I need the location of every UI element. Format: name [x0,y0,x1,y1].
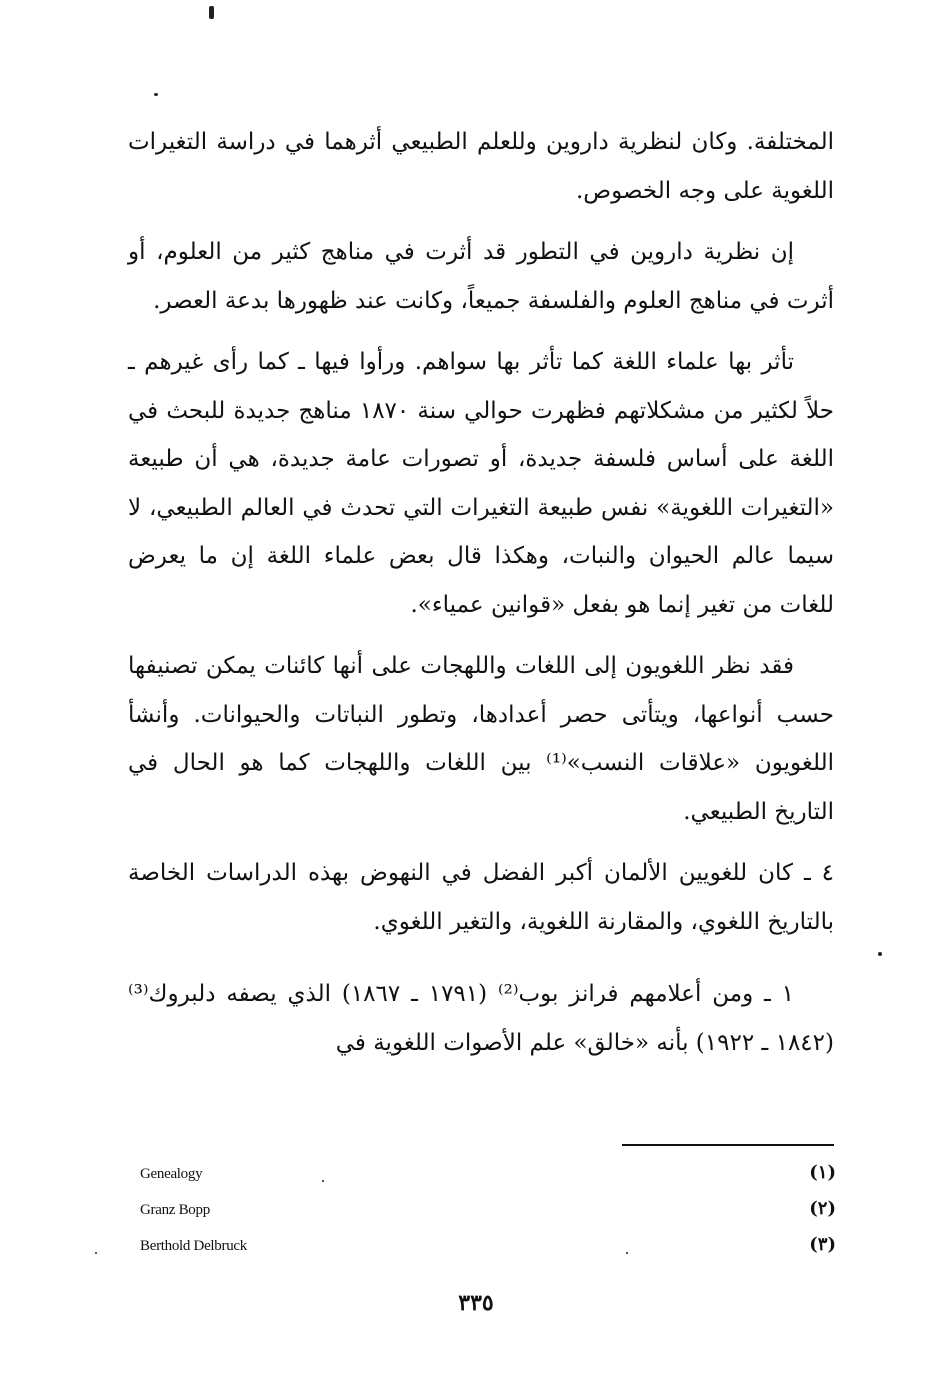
footnote-number: (١) [809,1162,836,1183]
footnote-term: Genealogy [140,1166,203,1182]
scan-speck [878,952,882,956]
paragraph: فقد نظر اللغويون إلى اللغات واللهجات على أنها كائنات يمكن تصنيفها حسب أنواعها، ويتأتى حصر أعدادها، وتطور النباتات والحيوانات. وأنشأ اللغويون «علاقات النسب»⁽¹⁾ بين اللغات واللهجات كما هو الحال في التاريخ الطبيعي. [128,653,834,825]
footnote-term: Berthold Delbruck [140,1238,247,1254]
footnote-number: (٢) [809,1198,836,1219]
footnote-item [138,1198,838,1234]
page-body [128,118,834,1080]
footnote-term: Granz Bopp [140,1202,210,1218]
footnotes [138,1162,838,1270]
paragraph: تأثر بها علماء اللغة كما تأثر بها سواهم. ورأوا فيها ـ كما رأى غيرهم ـ حلاً لكثير من مشكلاتهم فظهرت حوالي سنة ١٨٧٠ مناهج جديدة للبحث في اللغة على أساس فلسفة جديدة، أو تصورات عامة جديدة، هي أن طبيعة «التغيرات اللغوية» نفس طبيعة التغيرات التي تحدث في العالم الطبيعي، لا سيما عالم الحيوان والنبات، وهكذا قال بعض علماء اللغة إن ما يعرض للغات من تغير إنما هو بفعل «قوانين عمياء». [128,349,834,618]
footnote-item [138,1162,838,1198]
scan-speck [209,6,214,19]
footnote-item [138,1234,838,1270]
scan-speck [95,1252,97,1254]
paragraph: إن نظرية داروين في التطور قد أثرت في مناهج كثير من العلوم، أو أثرت في مناهج العلوم والفلسفة جميعاً، وكانت عند ظهورها بدعة العصر. [128,239,834,314]
page-number: ٣٣٥ [458,1290,494,1316]
paragraph: ١ ـ ومن أعلامهم فرانز بوب⁽²⁾ (١٧٩١ ـ ١٨٦٧) الذي يصفه دلبروك⁽³⁾ (١٨٤٢ ـ ١٩٢٢) بأنه «خالق» علم الأصوات اللغوية في [128,981,834,1056]
paragraph: المختلفة. وكان لنظرية داروين وللعلم الطبيعي أثرهما في دراسة التغيرات اللغوية على وجه الخصوص. [128,129,834,204]
scan-speck [154,93,158,96]
footnote-divider [622,1144,834,1146]
paragraph: ٤ ـ كان للغويين الألمان أكبر الفضل في النهوض بهذه الدراسات الخاصة بالتاريخ اللغوي، والمقارنة اللغوية، والتغير اللغوي. [128,860,834,935]
footnote-number: (٣) [809,1234,836,1255]
